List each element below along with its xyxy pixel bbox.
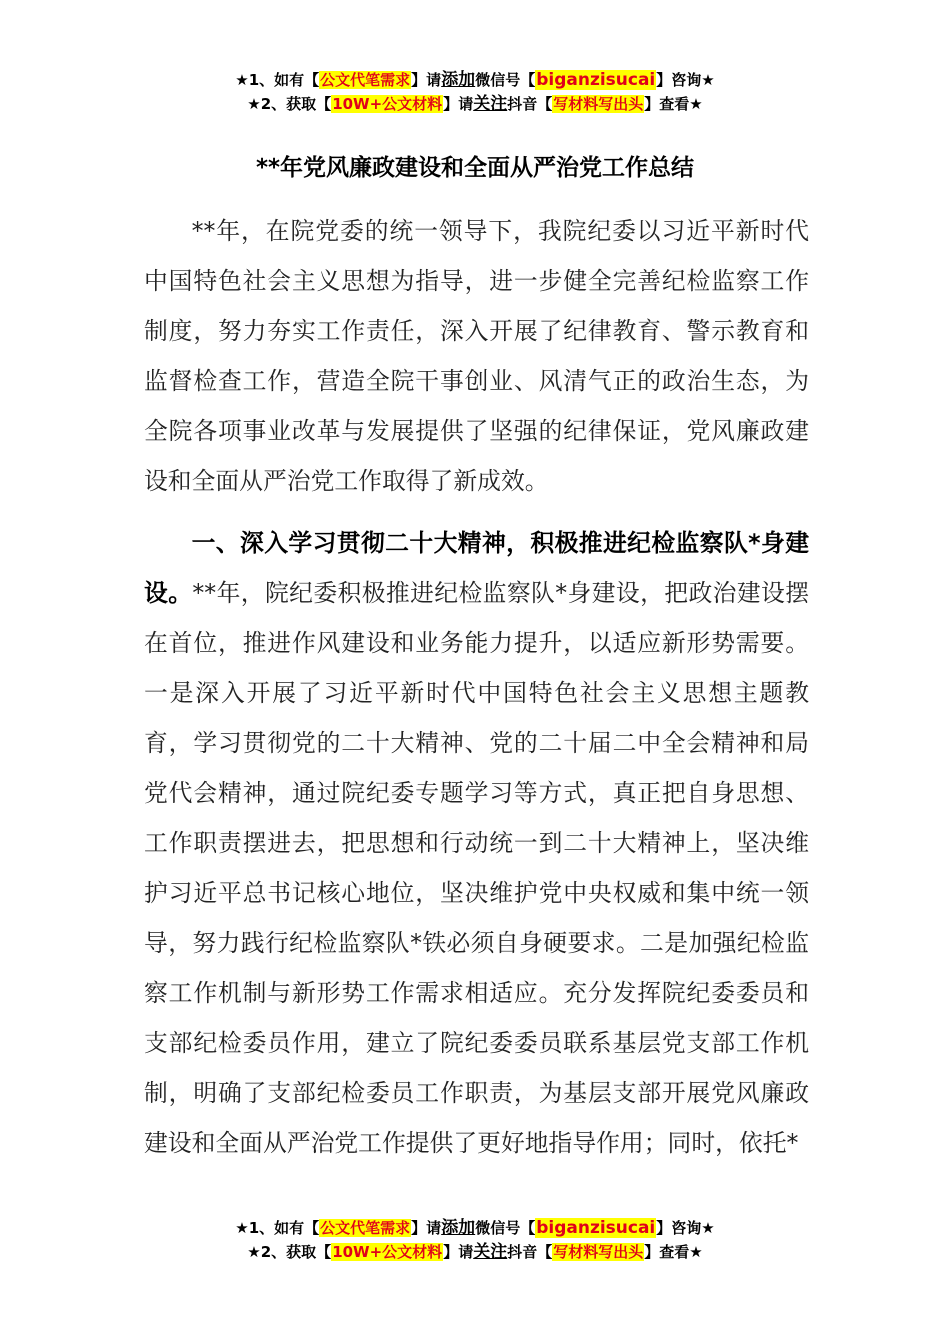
banner-douyin-id: 写材料写出头	[553, 95, 644, 113]
banner-text: ★2、获取【	[247, 1243, 332, 1261]
banner-text: 】查看★	[644, 1243, 703, 1261]
banner-line-2	[0, 92, 950, 116]
top-banner	[0, 68, 950, 116]
banner-highlight: 公文代笔需求	[320, 71, 411, 89]
banner-line-1	[0, 1216, 950, 1240]
banner-text: 抖音【	[507, 95, 553, 113]
banner-text: 微信号【	[475, 71, 536, 89]
banner-text: ★2、获取【	[247, 95, 332, 113]
banner-text: 】请	[411, 1219, 442, 1237]
banner-text: ★1、如有【	[235, 71, 320, 89]
banner-highlight: 公文代笔需求	[320, 1219, 411, 1237]
banner-underline-text: 关注	[473, 1242, 508, 1262]
banner-underline-text: 添加	[441, 70, 476, 90]
banner-text: 抖音【	[507, 1243, 553, 1261]
document-body	[144, 206, 809, 1168]
banner-wechat-id: biganzisucai	[536, 1218, 656, 1238]
banner-text: 】请	[443, 95, 474, 113]
banner-highlight: 10W+公文材料	[332, 1243, 443, 1261]
banner-highlight: 10W+公文材料	[332, 95, 443, 113]
banner-text: 微信号【	[475, 1219, 536, 1237]
section-1-body: **年，院纪委积极推进纪检监察队*身建设，把政治建设摆在首位，推进作风建设和业务能力提升，以适应新形势需要。一是深入开展了习近平新时代中国特色社会主义思想主题教育，学习贯彻党的二十大精神、党的二十届二中全会精神和局党代会精神，通过院纪委专题学习等方式，真正把自身思想、工作职责摆进去，把思想和行动统一到二十大精神上，坚决维护习近平总书记核心地位，坚决维护党中央权威和集中统一领导，努力践行纪检监察队*铁必须自身硬要求。二是加强纪检监察工作机制与新形势工作需求相适应。充分发挥院纪委委员和支部纪检委员作用，建立了院纪委委员联系基层党支部工作机制，明确了支部纪检委员工作职责，为基层支部开展党风廉政建设和全面从严治党工作提供了更好地指导作用；同时，依托*	[144, 579, 810, 1157]
section-1-paragraph	[144, 518, 809, 1168]
banner-text: 】咨询★	[656, 71, 715, 89]
bottom-banner	[0, 1216, 950, 1264]
section-1-heading: 一、深入学习贯彻二十大精神，积极推进纪检监察队*身建设。	[144, 529, 809, 607]
banner-underline-text: 添加	[441, 1218, 476, 1238]
banner-line-2	[0, 1240, 950, 1264]
banner-text: 】请	[411, 71, 442, 89]
banner-underline-text: 关注	[473, 94, 508, 114]
banner-text: 】咨询★	[656, 1219, 715, 1237]
banner-wechat-id: biganzisucai	[536, 70, 656, 90]
banner-text: 】查看★	[644, 95, 703, 113]
banner-douyin-id: 写材料写出头	[553, 1243, 644, 1261]
banner-text: 】请	[443, 1243, 474, 1261]
banner-text: ★1、如有【	[235, 1219, 320, 1237]
document-title: **年党风廉政建设和全面从严治党工作总结	[255, 155, 695, 181]
intro-paragraph: **年，在院党委的统一领导下，我院纪委以习近平新时代中国特色社会主义思想为指导，进一步健全完善纪检监察工作制度，努力夯实工作责任，深入开展了纪律教育、警示教育和监督检查工作，营造全院干事创业、风清气正的政治生态，为全院各项事业改革与发展提供了坚强的纪律保证，党风廉政建设和全面从严治党工作取得了新成效。	[144, 217, 809, 495]
banner-line-1	[0, 68, 950, 92]
